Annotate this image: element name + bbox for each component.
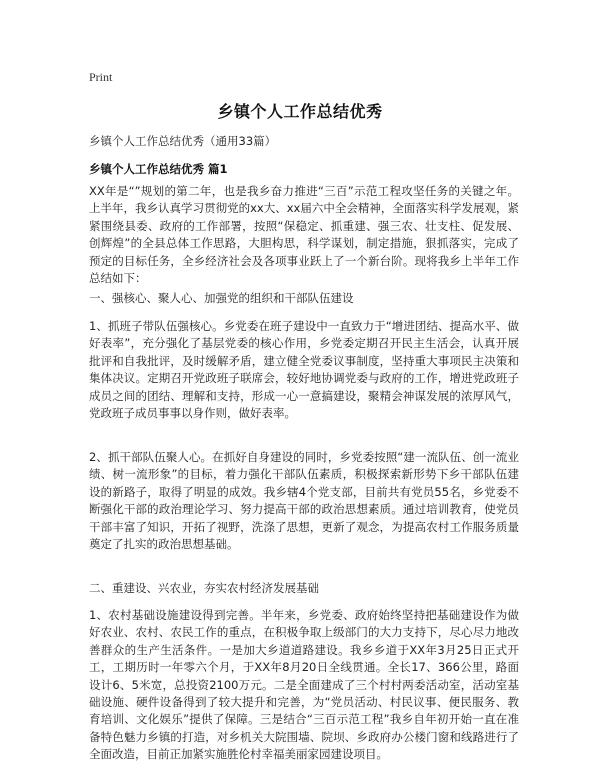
body-paragraph: 1、抓班子带队伍强核心。乡党委在班子建设中一直致力于“增进团结、提高水平、做好表率”，充分强化了基层党委的核心作用，乡党委定期召开民主生活会，认真开展批评和自我批评，及时缓解矛盾，建立健全党委议事制度，坚持重大事项民主决策和集体决议。定期召开党政班子联席会，较好地协调党委与政府的工作，增进党政班子成员之间的团结、理解和支持，形成一心一意搞建设，聚精会神谋发展的浓厚风气，党政班子成员事事以身作则，做好表率。 — [89, 319, 519, 421]
print-link[interactable]: Print — [89, 70, 113, 84]
document-subtitle: 乡镇个人工作总结优秀（通用33篇） — [89, 134, 277, 148]
subsection-heading: 一、强核心、聚人心、加强党的组织和干部队伍建设 — [89, 291, 354, 305]
section-title: 乡镇个人工作总结优秀 篇1 — [89, 162, 228, 176]
subsection-heading: 二、重建设、兴农业，夯实农村经济发展基础 — [89, 581, 319, 595]
body-paragraph: 1、农村基础设施建设得到完善。半年来，乡党委、政府始终坚持把基础建设作为做好农业、农村、农民工作的重点，在积极争取上级部门的大力支持下，尽心尽力地改善群众的生产生活条件。一是加大乡道道路建设。我乡乡道于XX年3月25日正式开工，工期历时一年零六个月，于XX年8月20日全线贯通。全长17、366公里，路面设计6、5米宽，总投资2100万元。二是全面建成了三个村村两委活动室，活动室基础设施、硬件设备得到了较大提升和完善，为“党员活动、村民议事、便民服务、教育培训、文化娱乐”提供了保障。三是结合“三百示范工程”我乡自年初开始一直在准备特色魅力乡镇的打造，对乡机关大院围墙、院坝、乡政府办公楼门窗和线路进行了全面改造，目前正加紧实施胜伦村幸福美丽家园建设项目。 — [89, 608, 519, 762]
document-title: 乡镇个人工作总结优秀 — [217, 102, 383, 121]
intro-paragraph: XX年是“”规划的第二年，也是我乡奋力推进“三百”示范工程攻坚任务的关键之年。上半年，我乡认真学习贯彻党的xx大、xx届六中全会精神，全面落实科学发展观，紧紧围绕县委、政府的工作部署，按照“保稳定、抓重建、强三农、壮支柱、促发展、创辉煌”的全县总体工作思路，大胆构思，科学谋划，制定措施，狠抓落实，完成了预定的目标任务，全乡经济社会及各项事业跃上了一个新台阶。现将我乡上半年工作总结如下： — [89, 184, 519, 286]
body-paragraph: 2、抓干部队伍聚人心。在抓好自身建设的同时，乡党委按照“建一流队伍、创一流业绩、树一流形象”的目标，着力强化干部队伍素质，积极探索新形势下乡干部队伍建设的新路子，取得了明显的成效。我乡辖4个党支部，目前共有党员55名，乡党委不断强化干部的政治理论学习、努力提高干部的政治思想素质。通过培训教育，使党员干部丰富了知识，开拓了视野，洗涤了思想，更新了观念，为提高农村工作服务质量奠定了扎实的政治思想基础。 — [89, 450, 519, 552]
